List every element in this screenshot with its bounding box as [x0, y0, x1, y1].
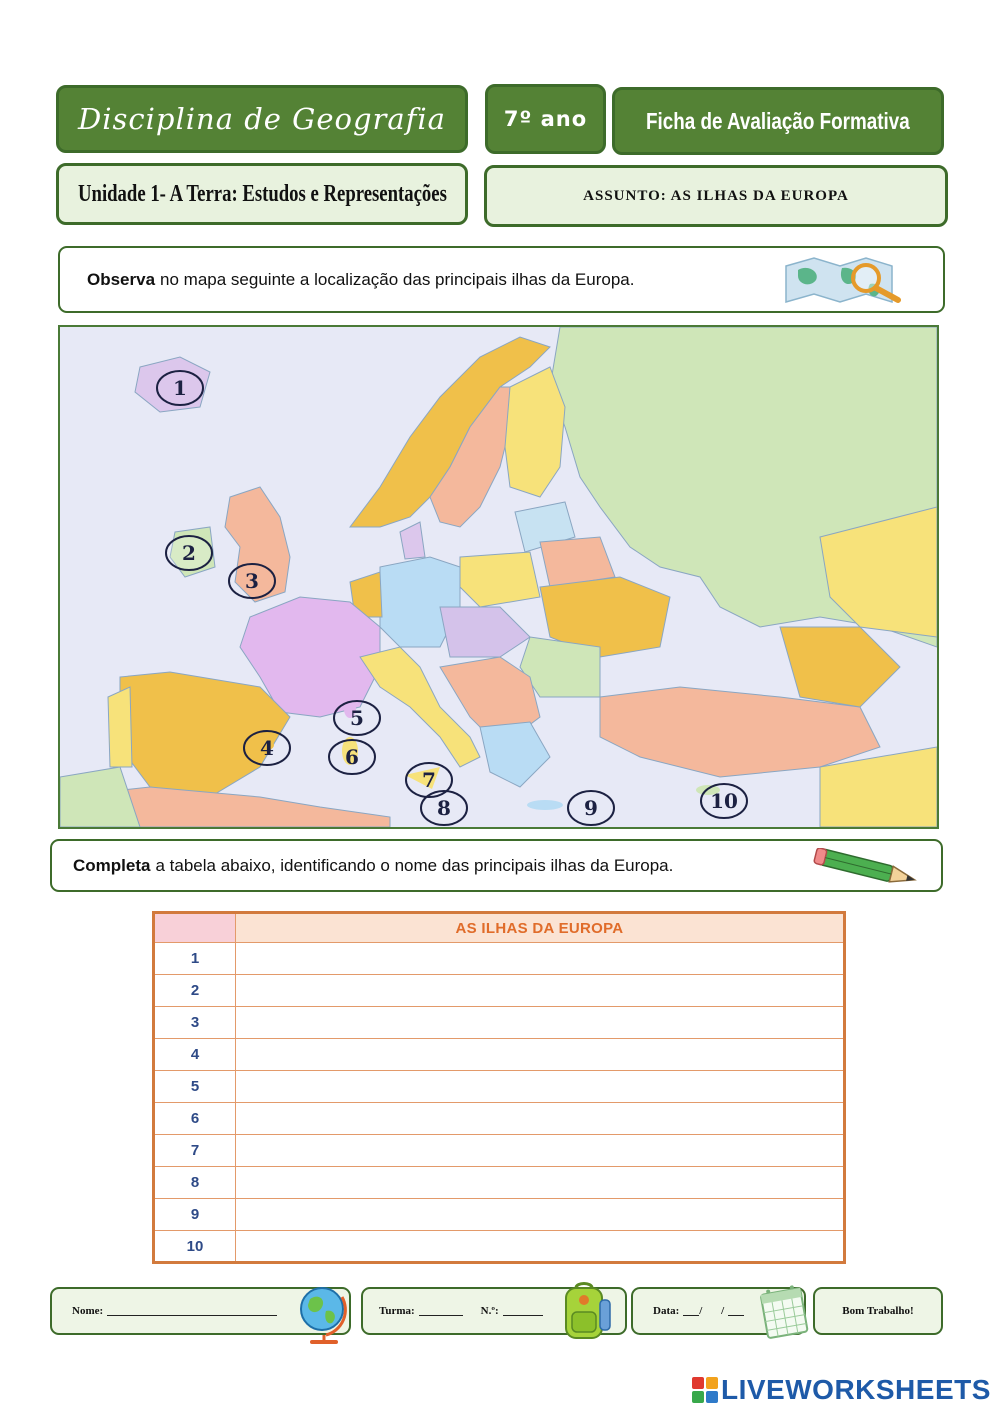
brand-text: LIVEWORKSHEETS: [721, 1374, 991, 1405]
table-corner-cell: [154, 913, 236, 943]
answer-cell[interactable]: [236, 1231, 845, 1263]
liveworksheets-logo-icon: [692, 1377, 718, 1403]
answer-cell[interactable]: [236, 1103, 845, 1135]
class-label: Turma:: [379, 1305, 415, 1317]
footer-good-work-box: [813, 1287, 943, 1335]
date-day-field[interactable]: [683, 1306, 699, 1316]
row-number: 1: [154, 943, 236, 975]
number-label: N.º:: [480, 1305, 499, 1317]
row-number: 2: [154, 975, 236, 1007]
map-magnifier-icon: [780, 254, 920, 311]
number-field[interactable]: [503, 1306, 543, 1316]
svg-text:5: 5: [350, 706, 364, 730]
answer-cell[interactable]: [236, 1039, 845, 1071]
unit-title: [56, 163, 468, 225]
svg-text:4: 4: [260, 736, 274, 760]
calendar-icon: [758, 1281, 812, 1348]
svg-text:6: 6: [345, 745, 359, 769]
europe-map: [58, 325, 939, 829]
svg-text:8: 8: [437, 796, 451, 820]
observe-text: no mapa seguinte a localização das principais ilhas da Europa.: [160, 269, 635, 289]
unit-text: Unidade 1- A Terra: Estudos e Representações: [77, 180, 447, 207]
good-work-text: Bom Trabalho!: [842, 1305, 914, 1317]
answer-cell[interactable]: [236, 1071, 845, 1103]
svg-text:10: 10: [710, 789, 738, 813]
table-row: [154, 943, 845, 975]
table-row: [154, 1071, 845, 1103]
svg-text:7: 7: [422, 768, 436, 792]
answer-cell[interactable]: [236, 1007, 845, 1039]
svg-text:3: 3: [245, 569, 259, 593]
name-label: Nome:: [72, 1305, 104, 1317]
table-row: [154, 1135, 845, 1167]
discipline-title: [56, 85, 468, 153]
row-number: 7: [154, 1135, 236, 1167]
row-number: 8: [154, 1167, 236, 1199]
date-separators: / /: [699, 1305, 725, 1317]
table-row: [154, 1007, 845, 1039]
svg-text:9: 9: [584, 796, 598, 820]
table-row: [154, 1039, 845, 1071]
answer-cell[interactable]: [236, 975, 845, 1007]
liveworksheets-logo: [692, 1373, 991, 1407]
svg-text:1: 1: [173, 376, 187, 400]
answer-cell[interactable]: [236, 1167, 845, 1199]
table-row: [154, 1199, 845, 1231]
table-row: [154, 1167, 845, 1199]
class-field[interactable]: [419, 1306, 463, 1316]
table-row: [154, 975, 845, 1007]
complete-text: a tabela abaixo, identificando o nome das principais ilhas da Europa.: [155, 855, 674, 875]
pencil-icon: [810, 848, 925, 893]
year-badge: [485, 84, 606, 154]
date-label: Data:: [653, 1305, 680, 1317]
discipline-text: Disciplina de Geografia: [78, 102, 446, 136]
date-year-field[interactable]: [728, 1306, 744, 1316]
row-number: 5: [154, 1071, 236, 1103]
islands-table: [152, 911, 846, 1264]
subject-title: [484, 165, 948, 227]
row-number: 4: [154, 1039, 236, 1071]
subject-text: ASSUNTO: AS ILHAS DA EUROPA: [583, 187, 849, 204]
row-number: 3: [154, 1007, 236, 1039]
answer-cell[interactable]: [236, 1199, 845, 1231]
name-field[interactable]: [107, 1306, 277, 1316]
answer-cell[interactable]: [236, 1135, 845, 1167]
complete-bold: Completa: [73, 855, 151, 875]
sheet-title-text: Ficha de Avaliação Formativa: [646, 107, 910, 134]
table-row: [154, 1103, 845, 1135]
answer-cell[interactable]: [236, 943, 845, 975]
backpack-icon: [556, 1280, 614, 1349]
row-number: 6: [154, 1103, 236, 1135]
map-marker-2: [166, 536, 212, 570]
row-number: 10: [154, 1231, 236, 1263]
table-row: [154, 1231, 845, 1263]
table-header-row: [154, 913, 845, 943]
year-text: 7º ano: [503, 107, 588, 131]
svg-text:2: 2: [182, 541, 196, 565]
globe-icon: [296, 1283, 352, 1350]
row-number: 9: [154, 1199, 236, 1231]
observe-bold: Observa: [87, 269, 156, 289]
table-title: AS ILHAS DA EUROPA: [236, 913, 845, 943]
sheet-title: [612, 87, 944, 155]
